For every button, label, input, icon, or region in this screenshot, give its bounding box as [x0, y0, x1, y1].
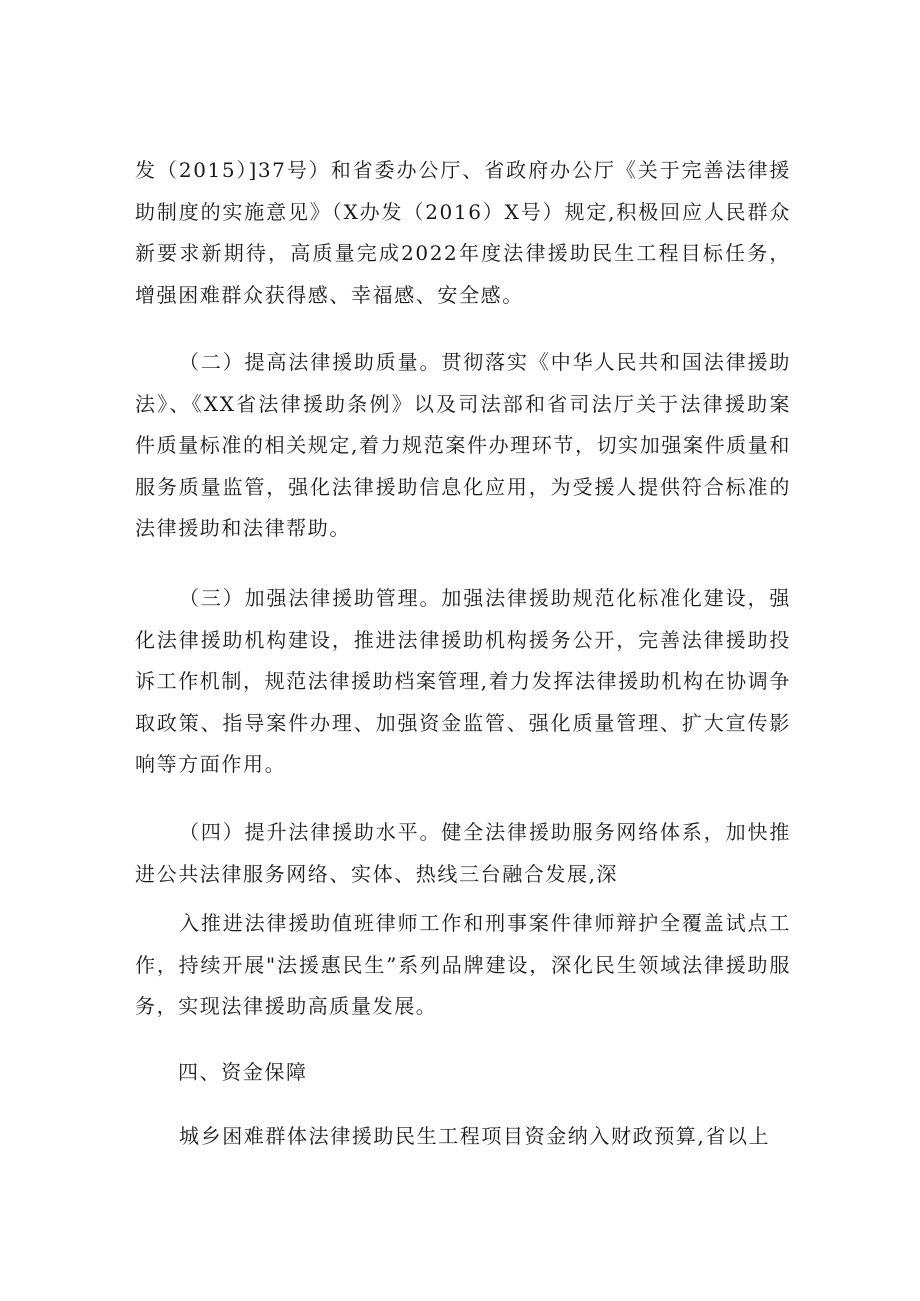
section-heading-funding: 四、资金保障 — [178, 1060, 308, 1084]
paragraph-raise-level-continued: 入推进法律援助值班律师工作和刑事案件律师辩护全覆盖试点工作，持续开展"法援惠民生”系列品牌建设，深化民生领域法律援助服务，实现法律援助高质量发展。 — [135, 911, 791, 1018]
paragraph-strengthen-management: （三）加强法律援助管理。加强法律援助规范化标准化建设，强化法律援助机构建设，推进法律援助机构援务公开，完善法律援助投诉工作机制，规范法律援助档案管理,着力发挥法律援助机构在协调争取政策、指导案件办理、加强资金监管、强化质量管理、扩大宣传影响等方面作用。 — [135, 586, 791, 776]
paragraph-improve-quality: （二）提高法律援助质量。贯彻落实《中华人民共和国法律援助法》、《XX省法律援助条例》以及司法部和省司法厅关于法律援助案件质量标准的相关规定,着力规范案件办理环节，切实加强案件质量和服务质量监管，强化法律援助信息化应用，为受援人提供符合标准的法律援助和法律帮助。 — [135, 350, 791, 540]
paragraph-raise-level: （四）提升法律援助水平。健全法律援助服务网络体系，加快推进公共法律服务网络、实体、热线三台融合发展,深 — [135, 820, 791, 886]
paragraph-funding: 城乡困难群体法律援助民生工程项目资金纳入财政预算,省以上 — [179, 1124, 771, 1148]
paragraph-legal-basis: 发（2015）]37号）和省委办公厅、省政府办公厅《关于完善法律援助制度的实施意见》（X办发（2016）X号）规定,积极回应人民群众新要求新期待，高质量完成2022年度法律援助民生工程目标任务，增强困难群众获得感、幸福感、安全感。 — [135, 158, 791, 307]
